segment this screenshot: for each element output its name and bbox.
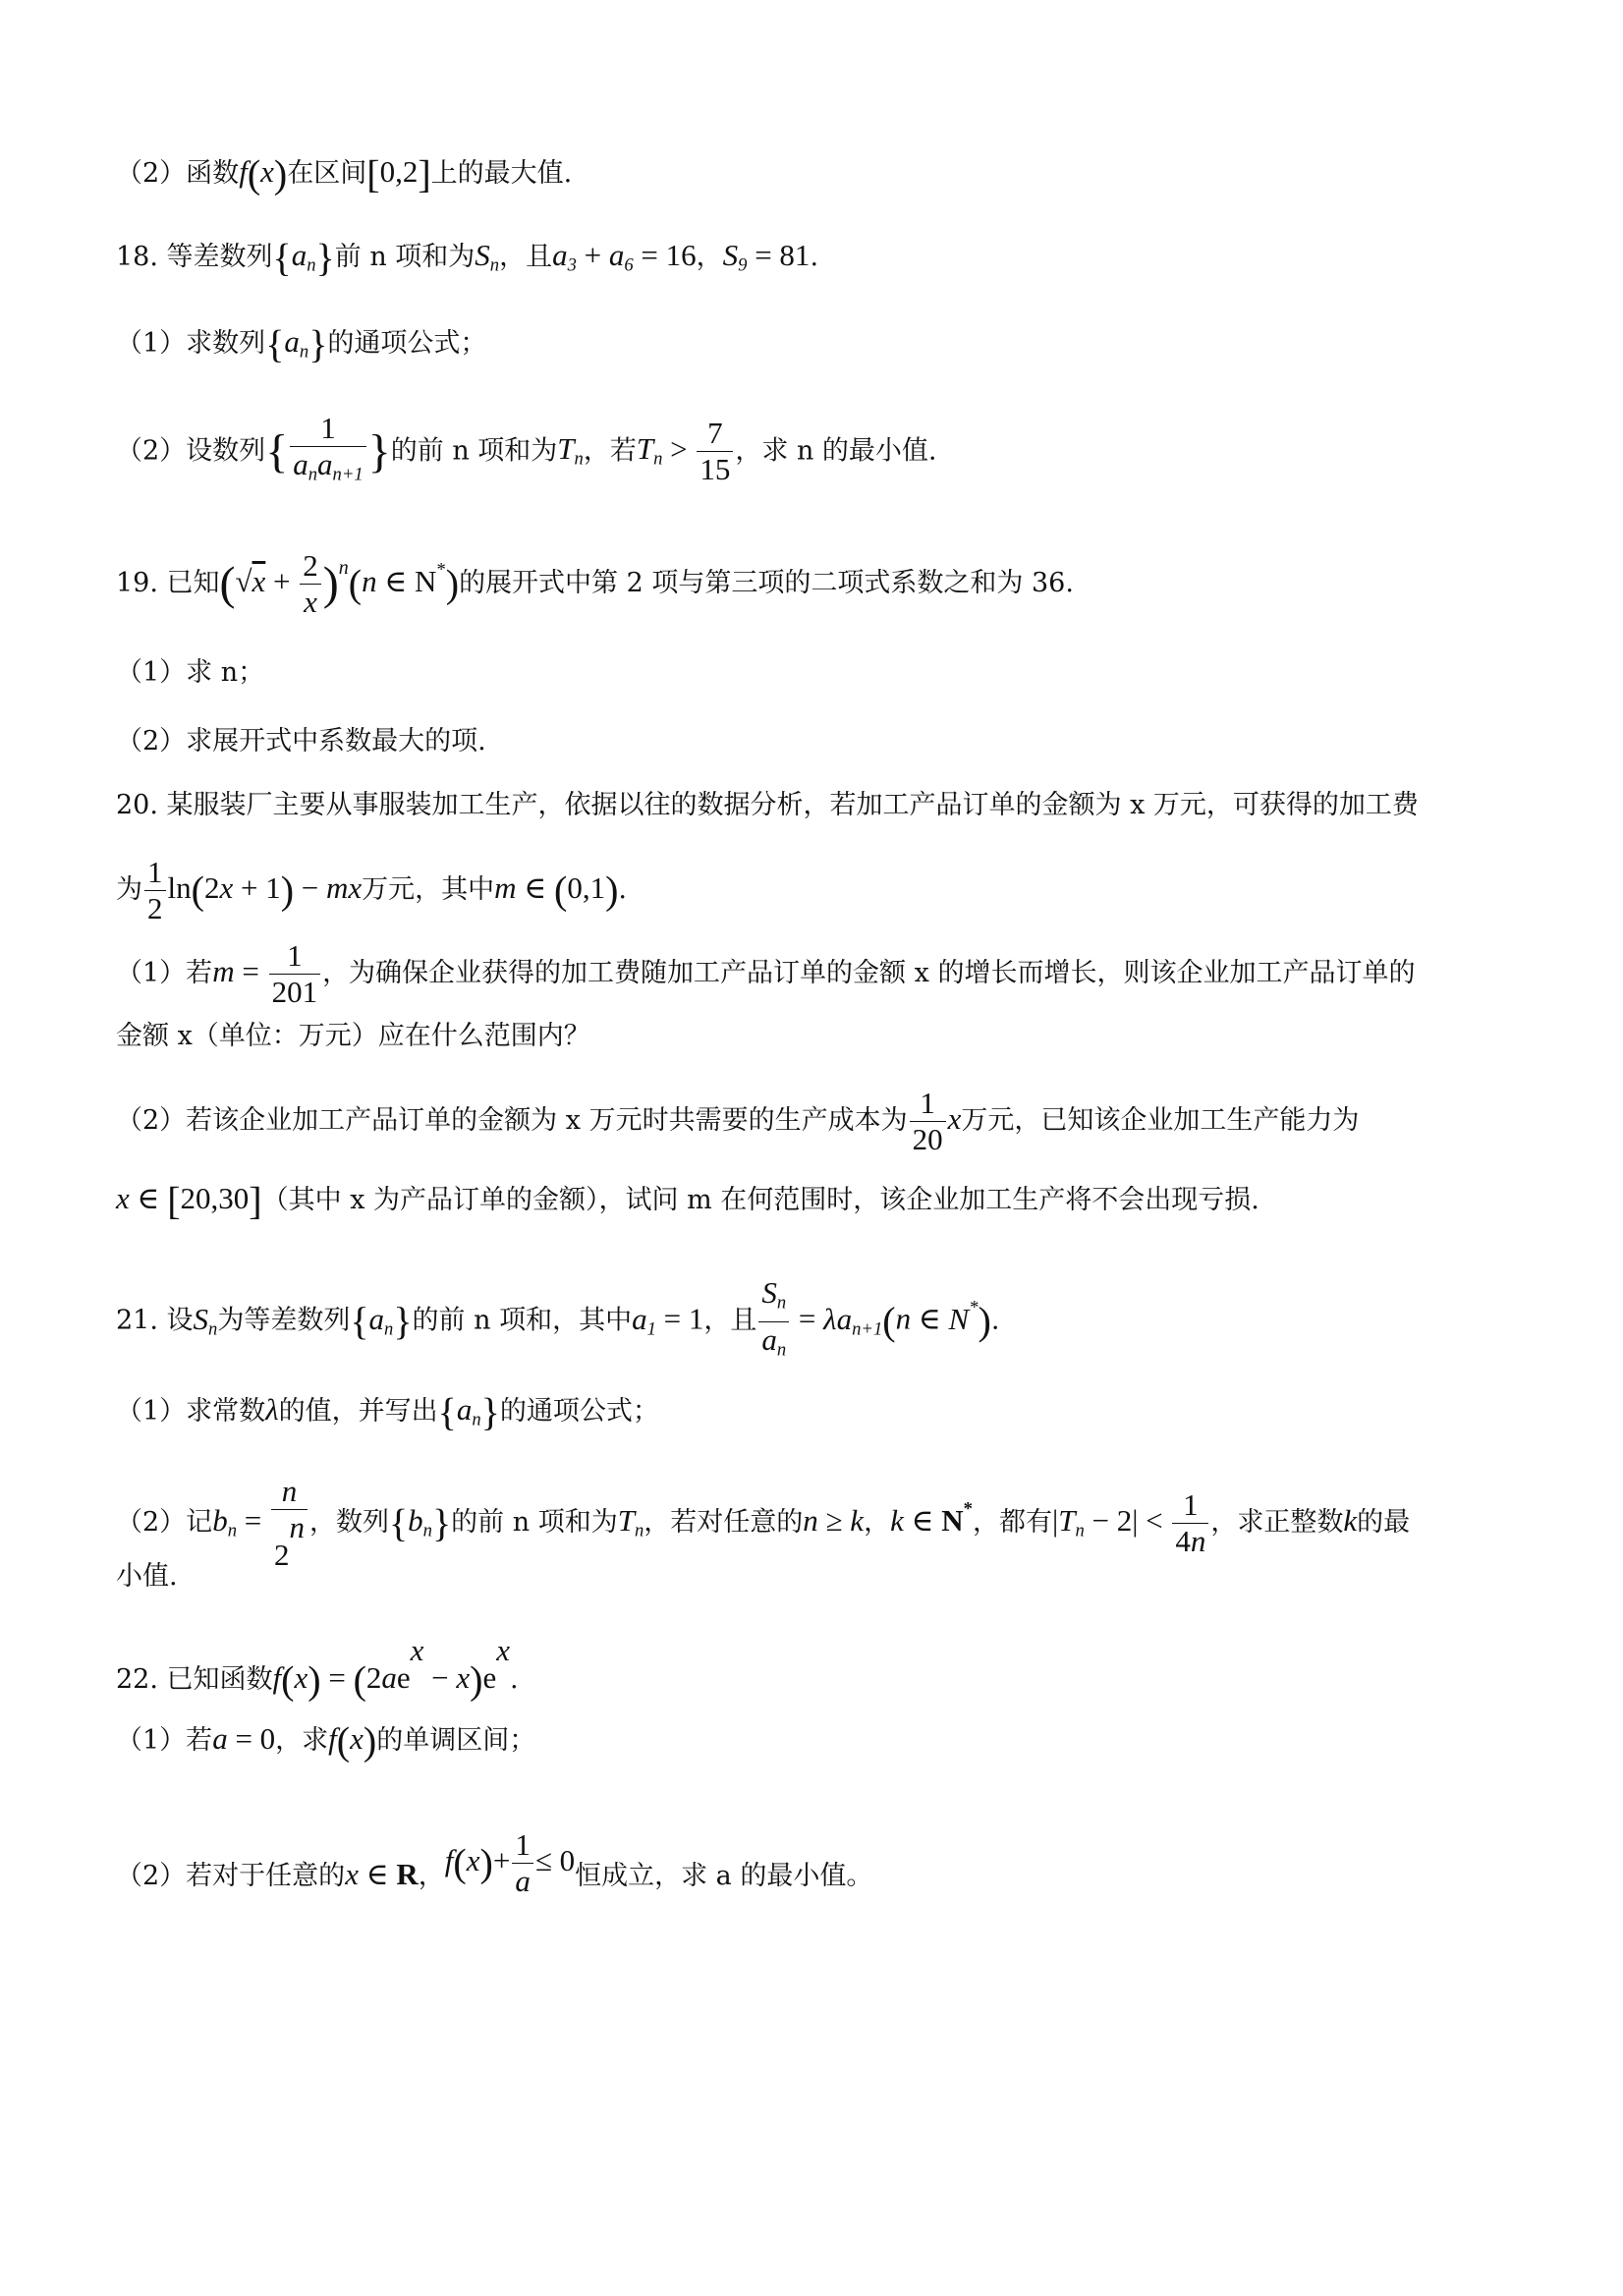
text: 万元，其中 [362,874,495,905]
text: ，且 [499,242,553,272]
question-18-part-2: （2）设数列{ $\frac{1}{a_na_{n+1}}$ }的前 n 项和为$T_n$，若$T_n$ > $\frac{7}{15}$ ，求 n 的最小值. [116,411,937,487]
question-21: 21. 设$S_n$为等差数列$\{a_n\}$的前 n 项和，其中$a_1 = 1$，且 $\frac{S_n}{a_n}$ = $\lambda a_{n+1}(n$ ∈ N*). [116,1275,1000,1361]
text: （1）若 [116,958,213,988]
text: （2）若该企业加工产品订单的金额为 x 万元时共需要的生产成本为 [116,1105,908,1136]
question-18: 18. 等差数列$\{a_n\}$前 n 项和为$S_n$，且$a_3 + a_6 = 16$，$S_9 = 81$. [116,235,819,280]
text: （2）记 [116,1506,213,1538]
question-22: 22. 已知函数$f(x) = (2ae^x - x)e^x$. [116,1633,519,1703]
text: ， [864,1506,891,1538]
text: ， [418,1861,445,1891]
question-21-part-1: （1）求常数λ的值，并写出$\{a_n\}$的通项公式； [116,1389,659,1434]
text: 恒成立，求 a 的最小值。 [575,1861,873,1891]
text: ，且 [703,1305,757,1336]
text: 在区间 [287,158,367,189]
text: ， [696,242,723,272]
question-20-cont: 为 $\frac{1}{2}$ ln(2x + 1) − mx万元，其中m ∈ (0,1). [116,855,628,925]
text: 为等差数列 [217,1305,351,1336]
text: （2）函数 [116,158,240,189]
question-20-part-1: （1）若m = $\frac{1}{201}$ ，为确保企业获得的加工费随加工产品订单的金额 x 的增长而增长，则该企业加工产品订单的 [116,938,1416,1009]
text: 的最 [1357,1506,1411,1538]
question-22-part-2: （2）若对于任意的x ∈ R，f(x)+ $\frac{1}{a}$ ≤ 0恒成立，求 a 的最小值。 [116,1827,873,1898]
text: 的前 n 项和为 [451,1506,618,1538]
question-number: 20. 某服装厂主要从事服装加工生产，依据以往的数据分析，若加工产品订单的金额为 x 万元，可获得的加工费 [116,790,1419,820]
text: ，都有 [972,1506,1052,1538]
question-19-part-2 [116,722,1525,761]
formula-fx: f [239,154,248,189]
text: 的值，并写出 [278,1396,438,1427]
question-number: 18. 等差数列 [116,242,273,272]
text: （1）求 n； [116,657,265,688]
question-number: 19. 已知 [116,568,220,598]
text: ，若对任意的 [644,1506,804,1538]
question-20 [116,786,1525,825]
text: ，数列 [308,1506,389,1538]
text: 上的最大值. [430,158,573,189]
question-number: 22. 已知函数 [116,1663,273,1695]
text: （1）若 [116,1725,213,1756]
text: ，若 [583,435,637,467]
text: （2）若对于任意的 [116,1861,346,1891]
text: （1）求数列 [116,328,266,359]
text: （其中 x 为产品订单的金额），试问 m 在何范围时，该企业加工生产将不会出现亏损. [261,1185,1259,1215]
text: 万元，已知该企业加工生产能力为 [961,1105,1360,1136]
text: ，求 n 的最小值. [735,435,937,467]
question-21-part-2: （2）记$b_n$ = $\frac{n}{2^n}$ ，数列$\{b_n\}$的前 n 项和为$T_n$，若对任意的n ≥ k，k ∈ N*，都有$|T_n - 2|$ < $\frac{1}{4n}$ ，求正整数k的最 [116,1474,1411,1572]
question-number: 21. 设 [116,1305,194,1336]
text: （2）设数列 [116,435,266,467]
question-20-part-1-cont [116,1017,1525,1056]
text: （1）求常数 [116,1396,266,1427]
text: 前 n 项和为 [334,242,476,272]
text: 小值. [116,1561,178,1592]
question-19-part-1 [116,653,1525,693]
question-18-part-1: （1）求数列$\{a_n\}$的通项公式； [116,321,487,366]
question-20-part-2: （2）若该企业加工产品订单的金额为 x 万元时共需要的生产成本为 $\frac{1}{20}$ x万元，已知该企业加工生产能力为 [116,1086,1360,1156]
text: ，为确保企业获得的加工费随加工产品订单的金额 x 的增长而增长，则该企业加工产品订单的 [322,958,1416,988]
text: 为 [116,874,142,905]
text: 的前 n 项和，其中 [412,1305,633,1336]
question-17-part-2: （2）函数f(x)在区间[0,2]上的最大值. [116,151,573,196]
text: ，求 [275,1725,329,1756]
question-21-part-2-cont [116,1557,1525,1596]
text: . [810,242,819,272]
text: 的通项公式； [327,328,487,359]
question-20-part-2-cont: x ∈ [20,30]（其中 x 为产品订单的金额），试问 m 在何范围时，该企业加工生产将不会出现亏损. [116,1178,1259,1223]
text: 金额 x（单位：万元）应在什么范围内？ [116,1021,590,1051]
text: ，求正整数 [1210,1506,1344,1538]
text: （2）求展开式中系数最大的项. [116,726,486,756]
text: 的通项公式； [499,1396,659,1427]
text: 的单调区间； [376,1725,536,1756]
text: 的展开式中第 2 项与第三项的二项式系数之和为 36. [459,568,1074,598]
question-22-part-1: （1）若a = 0，求f(x)的单调区间； [116,1718,536,1764]
text: . [618,874,628,905]
text: . [990,1305,1000,1336]
text: . [510,1663,519,1695]
text: 的前 n 项和为 [390,435,558,467]
question-19: 19. 已知(√x + $\frac{2}{x}$ )$^n$(n ∈ N*)的展开式中第 2 项与第三项的二项式系数之和为 36. [116,548,1074,619]
